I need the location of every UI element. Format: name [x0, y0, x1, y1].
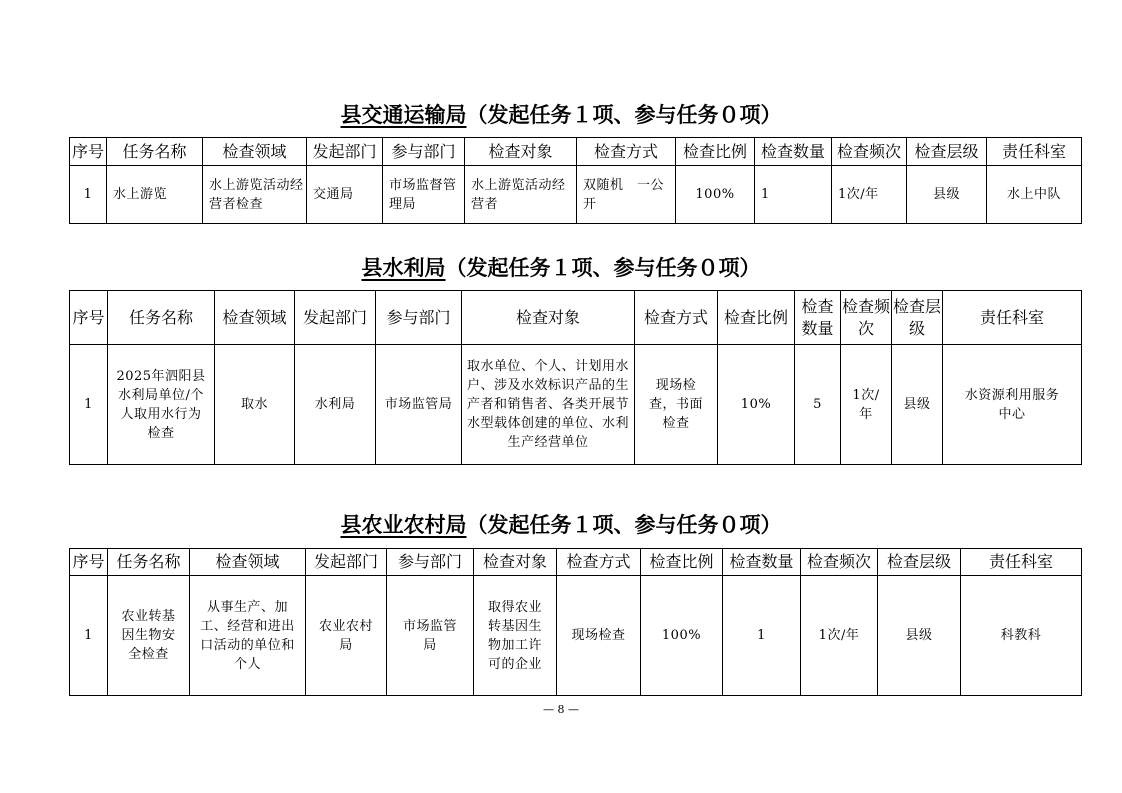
cell-level: 县级	[892, 345, 943, 465]
cell-freq: 1次/年	[832, 166, 907, 224]
header-cell: 参与部门	[376, 291, 462, 345]
cell-method: 现场检查，书面检查	[635, 345, 718, 465]
header-cell: 责任科室	[987, 138, 1082, 166]
cell-target: 取得农业转基因生物加工许可的企业	[474, 576, 557, 696]
table-header-row	[70, 138, 1082, 166]
cell-target: 取水单位、个人、计划用水户、涉及水效标识产品的生产者和销售者、各类开展节水型载体创建的单位、水利生产经营单位	[462, 345, 635, 465]
header-cell: 检查层级	[892, 291, 943, 345]
cell-freq: 1次/年	[801, 576, 878, 696]
section-title-agriculture	[0, 511, 1122, 539]
cell-office: 水上中队	[987, 166, 1082, 224]
header-cell: 任务名称	[108, 291, 215, 345]
header-cell: 检查领域	[215, 291, 295, 345]
cell-initiator: 水利局	[295, 345, 376, 465]
cell-field: 从事生产、加工、经营和进出口活动的单位和个人	[190, 576, 306, 696]
cell-target: 水上游览活动经营者	[465, 166, 577, 224]
cell-ratio: 100%	[676, 166, 755, 224]
task-table-water	[69, 290, 1082, 465]
department-name: 县交通运输局	[340, 103, 467, 127]
header-cell: 检查对象	[474, 549, 557, 576]
cell-initiator: 农业农村局	[306, 576, 387, 696]
task-table-agriculture	[69, 548, 1082, 696]
cell-method: 现场检查	[557, 576, 641, 696]
cell-initiator: 交通局	[307, 166, 383, 224]
cell-ratio: 100%	[641, 576, 723, 696]
header-cell: 发起部门	[306, 549, 387, 576]
cell-count: 1	[755, 166, 832, 224]
header-cell: 检查频次	[801, 549, 878, 576]
cell-level: 县级	[878, 576, 961, 696]
header-cell: 检查比例	[718, 291, 795, 345]
section-title-transport	[0, 101, 1122, 129]
table-row	[70, 166, 1082, 224]
page-number: — 8 —	[543, 703, 579, 716]
header-cell: 检查比例	[676, 138, 755, 166]
header-cell: 发起部门	[307, 138, 383, 166]
table-row	[70, 345, 1082, 465]
header-cell: 序号	[70, 291, 108, 345]
header-cell: 责任科室	[943, 291, 1082, 345]
cell-seq: 1	[70, 576, 108, 696]
header-cell: 发起部门	[295, 291, 376, 345]
task-summary: （发起任务１项、参与任务０项）	[466, 103, 782, 127]
cell-count: 5	[795, 345, 841, 465]
header-cell: 检查对象	[465, 138, 577, 166]
cell-task: 水上游览	[107, 166, 203, 224]
cell-participant: 市场监管局	[387, 576, 474, 696]
cell-participant: 市场监督管理局	[383, 166, 465, 224]
header-cell: 任务名称	[108, 549, 190, 576]
header-cell: 检查比例	[641, 549, 723, 576]
header-cell: 检查层级	[878, 549, 961, 576]
cell-task: 2025年泗阳县水利局单位/个人取用水行为检查	[108, 345, 215, 465]
header-cell: 检查层级	[907, 138, 987, 166]
department-name: 县农业农村局	[340, 513, 467, 537]
header-cell: 检查频次	[832, 138, 907, 166]
header-cell: 序号	[70, 138, 107, 166]
task-summary: （发起任务１项、参与任务０项）	[445, 256, 761, 280]
cell-seq: 1	[70, 166, 107, 224]
header-cell: 检查方式	[635, 291, 718, 345]
cell-seq: 1	[70, 345, 108, 465]
cell-method: 双随机 一公开	[577, 166, 676, 224]
cell-field: 取水	[215, 345, 295, 465]
header-cell: 检查数量	[723, 549, 801, 576]
cell-participant: 市场监管局	[376, 345, 462, 465]
header-cell: 参与部门	[383, 138, 465, 166]
task-summary: （发起任务１项、参与任务０项）	[466, 513, 782, 537]
cell-level: 县级	[907, 166, 987, 224]
header-cell: 检查方式	[577, 138, 676, 166]
header-cell: 检查领域	[203, 138, 307, 166]
header-cell: 检查方式	[557, 549, 641, 576]
cell-field: 水上游览活动经营者检查	[203, 166, 307, 224]
department-name: 县水利局	[361, 256, 446, 280]
header-cell: 检查对象	[462, 291, 635, 345]
table-header-row	[70, 549, 1082, 576]
cell-office: 科教科	[961, 576, 1082, 696]
cell-task: 农业转基因生物安全检查	[108, 576, 190, 696]
cell-office: 水资源利用服务中心	[943, 345, 1082, 465]
header-cell: 检查数量	[795, 291, 841, 345]
cell-count: 1	[723, 576, 801, 696]
section-title-water	[0, 254, 1122, 282]
task-table-transport	[69, 137, 1082, 224]
header-cell: 任务名称	[107, 138, 203, 166]
header-cell: 检查频次	[841, 291, 892, 345]
header-cell: 参与部门	[387, 549, 474, 576]
cell-freq: 1次/年	[841, 345, 892, 465]
header-cell: 检查领域	[190, 549, 306, 576]
header-cell: 序号	[70, 549, 108, 576]
header-cell: 责任科室	[961, 549, 1082, 576]
table-header-row	[70, 291, 1082, 345]
cell-ratio: 10%	[718, 345, 795, 465]
table-row	[70, 576, 1082, 696]
header-cell: 检查数量	[755, 138, 832, 166]
